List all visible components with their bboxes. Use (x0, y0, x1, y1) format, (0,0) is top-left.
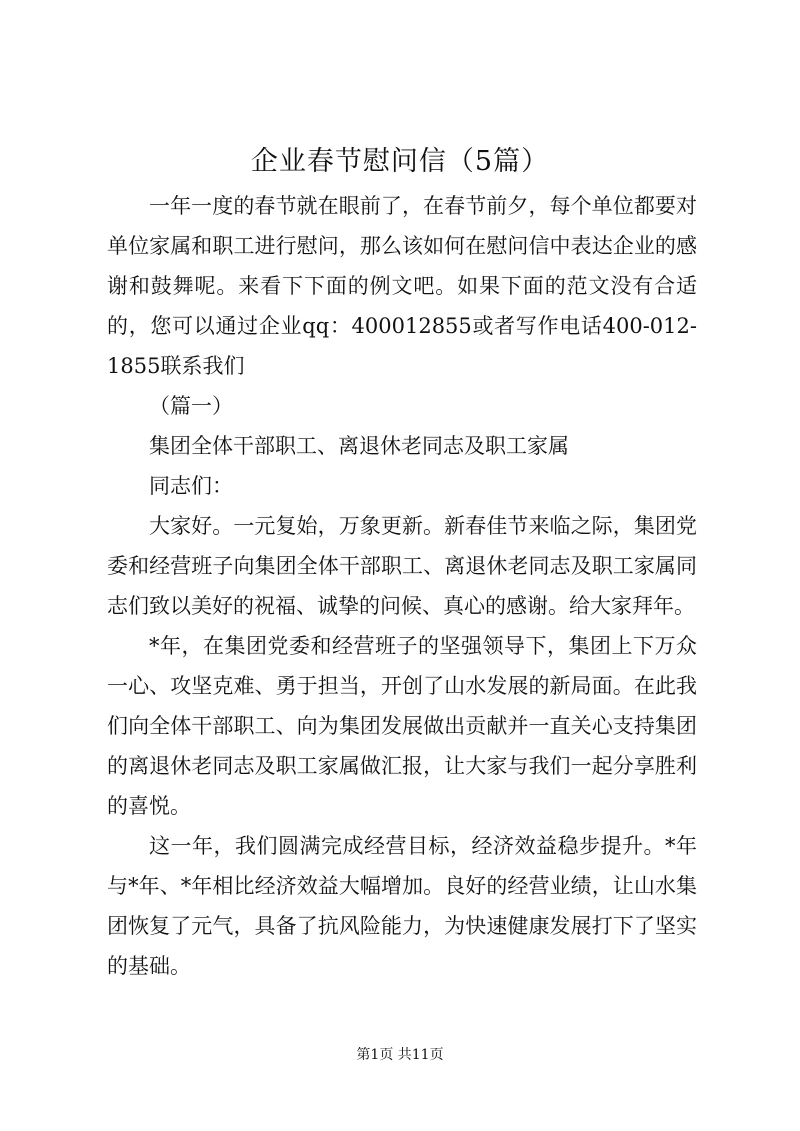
paragraph-greeting: 大家好。一元复始，万象更新。新春佳节来临之际，集团党委和经营班子向集团全体干部职工、离退休老同志及职工家属同志们致以美好的祝福、诚挚的问候、真心的感谢。给大家拜年。 (107, 514, 697, 618)
document-body (107, 186, 697, 986)
page-number-footer: 第1页 共11页 (356, 1047, 444, 1063)
paragraph-intro: 一年一度的春节就在眼前了，在春节前夕，每个单位都要对单位家属和职工进行慰问，那么该如何在慰问信中表达企业的感谢和鼓舞呢。来看下下面的例文吧。如果下面的范文没有合适的，您可以通过企业qq：400012855或者写作电话400-012-1855联系我们 (107, 194, 697, 378)
paragraph-review: *年，在集团党委和经营班子的坚强领导下，集团上下万众一心、攻坚克难、勇于担当，开创了山水发展的新局面。在此我们向全体干部职工、向为集团发展做出贡献并一直关心支持集团的离退休老同志及职工家属做汇报，让大家与我们一起分享胜利的喜悦。 (107, 634, 697, 818)
paragraph-recipients: 集团全体干部职工、离退休老同志及职工家属 (149, 434, 569, 458)
paragraph-section-heading: （篇一） (149, 394, 233, 418)
document-title: 企业春节慰问信（5篇） (250, 146, 550, 177)
paragraph-salutation: 同志们： (149, 474, 233, 498)
paragraph-results: 这一年，我们圆满完成经营目标，经济效益稳步提升。*年与*年、*年相比经济效益大幅增加。良好的经营业绩，让山水集团恢复了元气，具备了抗风险能力，为快速健康发展打下了坚实的基础。 (107, 834, 697, 978)
